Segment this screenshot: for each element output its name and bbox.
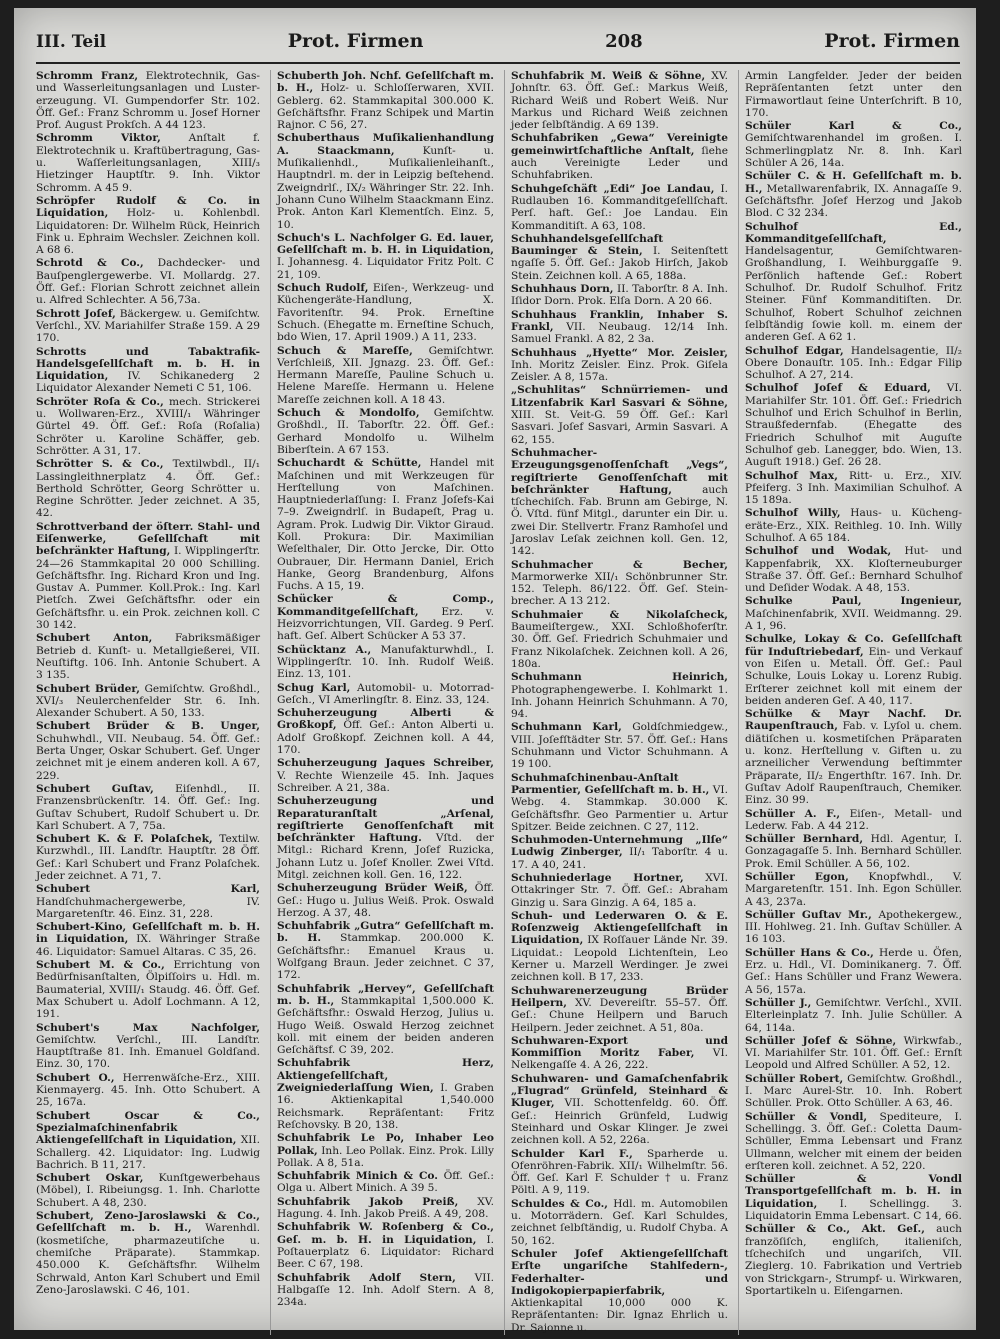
directory-entry <box>745 1073 962 1110</box>
firm-details: Hut- und Kappenfabrik, XX. Kloſterneuburger Straße 37. Öff. Geſ.: Bernhard Schulhof und Deſider Wodak. A 48, 153. <box>745 545 962 595</box>
directory-entry <box>277 1170 494 1195</box>
firm-details: Stammkapital 1,500.000 K. Geſchäftsfhr.: Oswald Herzog, Julius u. Hugo Weiß. Oswald Herzog zeichnet koll. mit einem der beiden anderen Geſchäftsf. C 39, 202. <box>277 994 494 1057</box>
firm-details: Gemiſchtwr. Verſchleiß, XII. Jgnazg. 23. Öff. Gef.: Hermann Mareſſe, Pauline Schuch u. Helene Mareſſe. Hermann u. Helene Mareſſe zeichnen koll. A 18 43. <box>277 344 494 406</box>
firm-name: Schuhmoden-Unternehmung „Ilſe“ Ludwig Zinberger, <box>511 834 728 859</box>
firm-details: VI. Webg. 4. Stammkap. 30.000 K. Geſchäftsfhr. Geo Parmentier u. Artur Spitzer. Beide zeichnen. C 27, 112. <box>511 783 728 833</box>
directory-entry <box>36 1210 260 1296</box>
firm-details: Herde u. Öfen, Erz. u. Hdl., VI. Dominikanerg. 7. Öff. Geſ.: Hans Schüller und Franz Wewera. A 56, 157a. <box>745 946 963 996</box>
directory-entry <box>745 382 962 468</box>
directory-entry <box>36 346 260 395</box>
directory-entry <box>36 308 260 345</box>
section-label: III. Teil <box>36 32 107 52</box>
directory-entry <box>745 808 962 833</box>
firm-name: Schuh- und Lederwaren O. & E. Roſenzweig Aktiengeſellſchaft in Liquidation, <box>511 909 728 947</box>
column-3 <box>504 70 728 1335</box>
directory-entry <box>277 1057 494 1131</box>
directory-entry <box>745 221 962 344</box>
firm-name: Schuhfabrik W. Roſenberg & Co., Geſ. m. b. H. in Liquidation, <box>277 1221 494 1246</box>
directory-entry <box>36 132 260 193</box>
firm-name: Schuhfabriken „Gewa“ Vereinigte gemeinwirtſchaftliche Anſtalt, <box>511 132 728 157</box>
firm-name: Schulke Paul, Ingenieur, <box>745 595 962 608</box>
firm-name: Schüller Robert, <box>745 1072 844 1085</box>
directory-entry <box>36 833 260 882</box>
firm-name: Schuberthaus Muſikalienhandlung A. Staackmann, <box>277 132 494 157</box>
firm-details: Automobil- u. Motorrad-Geſch., VI Amerlingſtr. 8. Einz. 33, 124. <box>277 681 495 706</box>
firm-details: XII. Schallerg. 42. Liquidator: Ing. Ludwig Bachrich. B 11, 217. <box>36 1134 260 1171</box>
firm-details: Hdl. m. Automobilen u. Motorrädern. Geſ. Karl Schuldes, zeichnet ſelbſtändig, u. Rudolf Chyba. A 50, 162. <box>511 1197 728 1247</box>
firm-name: Schröpfer Rudolf & Co. in Liquidation, <box>36 194 260 220</box>
firm-name: Schrotd & Co., <box>36 257 144 270</box>
firm-name: Schubert Brüder & B. Unger, <box>36 720 260 733</box>
directory-entry <box>277 1132 494 1169</box>
firm-name: Schuhwaren-Export und Kommiſſion Moritz Faber, <box>511 1034 728 1060</box>
directory-entry <box>511 447 728 558</box>
firm-name: Schülke & Mayr Nachf. Dr. Raupenſtrauch, <box>745 708 962 733</box>
directory-entry <box>277 282 494 343</box>
firm-name: Schröter Roſa & Co., <box>36 395 164 408</box>
directory-entry <box>277 644 494 681</box>
directory-entry <box>277 1196 494 1221</box>
directory-entry <box>745 470 962 507</box>
firm-details: XV. Devereiſtr. 55–57. Öff. Geſ.: Chune Heilpern und Baruch Heilpern. Jeder zeichnet. A 51, 80a. <box>511 996 728 1034</box>
firm-details: II. Taborſtr. 8 A. Inh. Iſidor Dorn. Prok. Elſa Dorn. A 20 66. <box>511 283 728 308</box>
firm-details: Gemiſchtw. Verſchl., III. Landſtr. Hauptſtraße 81. Inh. Emanuel Goldſand. Einz. 30, 170. <box>36 1033 260 1071</box>
firm-name: Schuherzeugung Alberti & Großkopf, <box>277 707 494 732</box>
directory-entry <box>745 345 962 382</box>
firm-details: VII. Schottenfeldg. 60. Öff. Geſ.: Heinrich Grünfeld, Ludwig Steinhard und Oskar Klinger. Je zwei zeichnen koll. A 52, 226a. <box>511 1097 729 1147</box>
firm-details: auch tſchechiſch. Fab. Brunn am Gebirge, N. Ö. Vſtd. fünf Mitgl., darunter ein Dir. u. zwei Dir. Stellvertr. Franz Ramhoſel und Jaroslav Leſak zeichnen koll. Gen. 12, 142. <box>511 483 729 558</box>
firm-name: Schrötter S. & Co., <box>36 458 164 471</box>
directory-entry <box>745 595 962 632</box>
firm-details: Aktienkapital 10,000 000 K. Repräſentanten: Dir. Ignaz Ehrlich u. Dr. Sajonne u. <box>511 1297 728 1334</box>
directory-entry <box>277 70 494 131</box>
firm-details: IX. Währinger Straße 46. Liquidator: Samuel Altaras. C 35, 26. <box>36 933 260 958</box>
firm-name: Schüller Egon, <box>745 871 849 883</box>
directory-entry <box>277 232 494 281</box>
firm-details: Gemiſchtw. Großhdl., XVI/₃ Neulerchenfelder Str. 6. Inh. Alexander Schubert. A 50, 133. <box>36 682 260 720</box>
firm-details: I. Poſtauerplatz 6. Liquidator: Richard Beer. C 67, 198. <box>277 1233 494 1271</box>
firm-details: Handelsagentur, Gemiſchtwaren-Großhandlung, I. Weihburggaſſe 9. Perſönlich haftende Geſ.: Robert Schulhof. Dr. Rudolf Schulhof. Fritz Steiner. Fünf Kommanditiſten. Dr. Schulhof, Robert Schulhof zeichnen ſelbſtändig ſowie koll. m. einem der anderen Geſ. A 62 1. <box>745 245 962 344</box>
firm-name: Schubert Anton, <box>36 632 153 645</box>
firm-details: auch franzöſiſch, engliſch, italieniſch, tſchechiſch und ungariſch, VII. Zieglerg. 10. Fabrikation und Vertrieb von Strickgarn-, Strumpf- u. Wirkwaren, Sportartikeln u. Eiſengarnen. <box>745 1223 962 1297</box>
firm-name: Schug Karl, <box>277 681 351 694</box>
firm-details: VI. Nelkengaſſe 4. A 26, 222. <box>511 1047 728 1072</box>
firm-name: Schüler C. & H. Geſellſchaft m. b. H., <box>745 170 962 195</box>
firm-details: ſiehe auch Vereinigte Leder und Schuhfabriken. <box>511 144 728 182</box>
firm-name: Schüler Karl & Co., <box>745 120 962 133</box>
firm-name: Schuhniederlage Hortner, <box>511 872 684 884</box>
column-4 <box>738 70 962 1335</box>
directory-entry <box>511 347 728 384</box>
directory-entry <box>277 707 494 756</box>
directory-entry <box>745 70 962 119</box>
firm-details: I. Seitenſtett ngaſſe 5. Öff. Geſ.: Jakob Hirſch, Jakob Stein. Zeichnen koll. A 65, 188a. <box>511 245 728 282</box>
directory-entry <box>511 309 728 346</box>
firm-name: Schuler Joſef Aktiengeſellſchaft Erſte ungariſche Stahlfedern-, Federhalter- und Indigokopierpapierfabrik, <box>511 1247 728 1297</box>
firm-name: Schuhfabrik Herz, Aktiengeſellſchaft, Zweigniederlaſſung Wien, <box>277 1057 494 1095</box>
firm-details: Textilwbdl., II/₁ Lassingleithnerplatz 4. Öff. Gef.: Berthold Schrötter, Georg Schrötter u. Regine Schrötter. Jeder zeichnet. A 35, 42. <box>36 458 260 520</box>
firm-name: Schuhwaren- und Gamaſchenfabrik „Flugrad“ Grünfeld, Steinhard & Kluger, <box>511 1072 728 1110</box>
firm-name: Schüller Hans & Co., <box>745 946 874 959</box>
firm-details: Errichtung von Bedürfnisanſtalten, Ölpiſſoirs u. Hdl. m. Baumaterial, XVIII/₁ Staudg. 46. Öff. Gef. Max Schubert u. Adolf Lochmann. A 12, 191. <box>36 959 260 1021</box>
directory-entry <box>511 772 728 833</box>
firm-details: Kunſtgewerbehaus (Möbel), I. Ribeiungsg. 1. Inh. Charlotte Schubert. A 48, 230. <box>36 1172 260 1209</box>
directory-entry <box>511 910 728 984</box>
page-number: 208 <box>605 31 643 52</box>
firm-details: Fab. v. Lyſol u. chem. diätiſchen u. kosmetiſchen Präparaten u. konz. Herſtellung v. Giften u. zu arzneilicher Verwendung beſtimmter Präparate, II/₂ Engerthſtr. 167. Inh. Dr. Guſtav Adolf Raupenſtrauch, Chemiker. Einz. 30 99. <box>745 720 962 807</box>
firm-details: Photographengewerbe. I. Kohlmarkt 1. Inh. Johann Heinrich Schuhmann. A 70, 94. <box>511 683 728 721</box>
firm-name: Schuch & Mondolfo, <box>277 407 420 420</box>
firm-details: Ein- und Verkauf von Eiſen u. Metall. Öff. Geſ.: Paul Schulke, Louis Lokay u. Lorenz Rubig. Erſterer zeichnet koll mit einem der beiden anderen Geſ. A 40, 117. <box>745 645 962 707</box>
directory-entry <box>745 1223 962 1297</box>
firm-details: Wirkwfab., VI. Mariahilfer Str. 101. Öff. Geſ.: Ernſt Leopold und Alfred Schüller. A 52, 12. <box>745 1034 962 1072</box>
firm-details: Warenhdl. (kosmetiſche, pharmazeutiſche u. chemiſche Präparate). Stammkap. 450.000 K. Geſchäftsfhr. Wilhelm Schrwald, Anton Karl Schubert und Emil Zeno-Jaroslawski. C 46, 101. <box>36 1222 260 1296</box>
firm-name: Schuchardt & Schütte, <box>277 457 422 470</box>
firm-name: Schüller & Co., Akt. Geſ., <box>745 1223 925 1236</box>
firm-name: Schrott Joſef, <box>36 307 116 320</box>
directory-entry <box>511 985 728 1034</box>
directory-entry <box>745 1173 962 1222</box>
firm-name: Schubert M. & Co., <box>36 959 165 972</box>
directory-entry <box>277 593 494 642</box>
directory-entry <box>511 183 728 232</box>
firm-name: Schuhfabrik Minich & Co. <box>277 1170 438 1183</box>
directory-entry <box>36 959 260 1020</box>
firm-details: Goldſchmiedgew., VIII. Joſefſtädter Str. 57. Öff. Geſ.: Hans Schuhmann und Victor Schuhmann. A 19 100. <box>511 721 728 771</box>
firm-details: IV. Schikanederg 2 Liquidator Alexander Nemeti C 51, 106. <box>36 370 260 395</box>
directory-entry <box>277 1221 494 1270</box>
firm-name: Schücktanz A., <box>277 643 372 656</box>
firm-name: Schubert O., <box>36 1071 115 1084</box>
directory-entry <box>36 683 260 720</box>
firm-details: Handel mit Maſchinen und mit Werkzeugen für Herſtellung von Maſchinen. Hauptniederlaſſung: I. Franz Joſefs-Kai 7–9. Zweigndrlſ. in Budapeſt, Prag u. Agram. Prok. Ludwig Dir. Viktor Giraud. Koll. Prokura: Dir. Maximilian Weſelthaler, Dir. Otto Jercke, Dir. Otto Oubrauer, Dir. Hermann Daniel, Erich Hanke, Georg Brandenburg, Alfons Fuchs. A 15, 19. <box>277 457 494 593</box>
firm-name: Schubert-Kino, Geſellſchaft m. b. H. in Liquidation, <box>36 921 260 946</box>
firm-details: IX Roſſauer Lände Nr. 39. Liquidat.: Leopold Lichtenſtein, Leo Kerner u. Marzell Werdinger. Je zwei zeichnen koll. B 17, 233. <box>511 934 728 984</box>
directory-entry <box>511 70 728 131</box>
firm-details: Anſtalt f. Elektrotechnik u. Kraftübertragung, Gas- u. Waſſerleitungsanlagen, XIII/₃ Hietzinger Hauptſtr. 9. Inh. Viktor Schromm. A 45 9. <box>36 132 260 194</box>
firm-name: Schuhhaus Dorn, <box>511 283 614 296</box>
firm-details: Öff. Geſ.: Anton Alberti u. Adolf Großkopf. Zeichnen koll. A 44, 170. <box>277 719 494 757</box>
firm-name: Schüller Bernhard, <box>745 833 864 846</box>
firm-details: Inh. Leo Pollak. Einz. Prok. Lilly Pollak. A 8, 51a. <box>277 1144 495 1169</box>
firm-details: XV. Hagung. 4. Inh. Jakob Preiß. A 49, 208. <box>277 1195 494 1221</box>
firm-name: Schrotts und Tabaktrafik-Handelsgeſellſchaft m. b. H. in Liquidation, <box>36 345 260 383</box>
firm-name: Schrottverband der öſterr. Stahl- und Eiſenwerke, Geſellſchaft mit beſchränkter Haftung, <box>36 520 260 558</box>
firm-name: Schüller J., <box>745 996 812 1009</box>
directory-entry <box>36 720 260 781</box>
directory-entry <box>36 458 260 519</box>
firm-details: mech. Strickerei u. Wollwaren-Erz., XVIII/₁ Währinger Gürtel 49. Öff. Gef.: Roſa (Roſalia) Schröter u. Karoline Schäffer, geb. Schrötter. A 31, 17. <box>36 395 260 457</box>
firm-name: Schulhof Willy, <box>745 507 841 520</box>
firm-details: XVI. Ottakringer Str. 7. Öff. Geſ.: Abraham Ginzig u. Sara Ginzig. A 64, 185 a. <box>511 872 728 909</box>
directory-entry <box>745 997 962 1034</box>
firm-name: Schuhwarenerzeugung Brüder Heilpern, <box>511 984 728 1009</box>
firm-name: Schüller Joſef & Söhne, <box>745 1034 897 1047</box>
firm-name: Schuhhandelsgeſellſchaft Bauminger & Stein, <box>511 232 664 258</box>
directory-entry <box>36 195 260 256</box>
column-1 <box>36 70 260 1335</box>
directory-entry <box>277 407 494 456</box>
firm-name: Schuhmaier & Nikolaſcheck, <box>511 608 728 621</box>
firm-name: Schubert Karl, <box>36 883 260 896</box>
directory-entry <box>511 233 728 282</box>
directory-entry <box>511 872 728 909</box>
firm-name: Schromm Franz, <box>36 70 139 82</box>
firm-name: Schubert Oskar, <box>36 1172 144 1185</box>
firm-name: Schuhmaſchinenbau-Anſtalt Parmentier, Geſellſchaft m. b. H., <box>511 771 710 796</box>
page-header <box>36 30 960 64</box>
firm-details: Vſtd. der Mitgl.: Richard Krenn, Joſef Ruzicka, Johann Lutz u. Joſef Knoller. Zwei Vſtd. Mitgl. zeichnen koll. Gen. 16, 122. <box>277 832 494 881</box>
directory-entry <box>511 609 728 670</box>
directory-entry <box>511 132 728 181</box>
firm-name: Schuhfabrik Jakob Preiß, <box>277 1195 459 1208</box>
firm-details: Inh. Moritz Zeisler. Einz. Prok. Giſela Zeisler. A 8, 157a. <box>511 358 728 384</box>
firm-name: Schuhfabrik „Gutra“ Geſellſchaft m. b. H. <box>277 920 494 945</box>
directory-entry <box>511 283 728 308</box>
firm-name: Schuhmann Karl, <box>511 721 622 734</box>
directory-entry <box>36 783 260 832</box>
firm-name: Schuhfabrik Adolf Stern, <box>277 1271 456 1284</box>
directory-entry <box>36 1072 260 1109</box>
firm-details: Fabriksmäßiger Betrieb d. Kunſt- u. Metallgießerei, VII. Neuſtiftg. 106. Inh. Antonie Schubert. A 3 135. <box>36 632 261 682</box>
firm-name: Schüller & Vondl Transportgeſellſchaft m. b. H. in Liquidation, <box>745 1173 962 1210</box>
directory-entry <box>745 507 962 544</box>
firm-details: Gemiſchtwr. Verſchl., XVII. Elterleinplatz 7. Inh. Julie Schüller. A 64, 114a. <box>745 996 962 1034</box>
directory-entry <box>277 457 494 592</box>
firm-details: Erz. v. Heizvorrichtungen, VII. Gardeg. 9 Perſ. haft. Geſ. Albert Schücker A 53 37. <box>277 605 494 643</box>
firm-details: Öff. Geſ.: Hugo u. Julius Weiß. Prok. Oswald Herzog. A 37, 48. <box>277 882 494 919</box>
firm-details: Bäckergew. u. Gemiſchtw. Verſchl., XV. Mariahilfer Straße 159. A 29 170. <box>36 307 260 345</box>
firm-details: Gemiſchtw. Großhdl., I. Marc Aurel-Str. 10. Inh. Robert Schüller. Prok. Otto Schüller. A 63, 46. <box>745 1072 962 1110</box>
firm-details: Kunſt- u. Muſikalienhdl., Muſikalienleihanſt., Hauptndrl. m. der in Leipzig beſtehend. Zweigndrlſ., IX/₂ Währinger Str. 22. Inh. Johann Cuno Wilhelm Staackmann Einz. Prok. Anton Karl Klementſch. Einz. 5, 10. <box>277 144 494 231</box>
firm-details: Holz- u. Kohlenbdl. Liquidatoren: Dr. Wilhelm Rück, Heinrich Fink u. Ephraim Wechsler. Zeichnen koll. A 68 6. <box>36 207 260 257</box>
directory-entry <box>36 521 260 632</box>
firm-details: Ritt- u. Erz., XIV. Pfeiferg. 3 Inh. Maximilian Schulhof. A 15 189a. <box>745 469 963 507</box>
firm-name: Schubert Brüder, <box>36 682 140 695</box>
directory-entry <box>277 983 494 1057</box>
firm-name: Schulhof Ed., Kommanditgeſellſchaft, <box>745 220 962 245</box>
firm-details: Marmorwerke XII/₁ Schönbrunner Str. 152. Teleph. 86/122. Öff. Geſ. Steinbrecher. A 13 212. <box>511 570 728 608</box>
firm-details: Holz- u. Schloſſerwaren, XVII. Geblerg. 62. Stammkapital 300.000 K. Geſchäftsfhr. Franz Schipek und Martin Rajnor. C 56, 27. <box>277 82 495 132</box>
firm-details: Metallwarenfabrik, IX. Annagaſſe 9. Geſchäftsfhr. Joſef Herzog und Jakob Blod. C 32 234. <box>745 182 963 220</box>
directory-entry <box>277 920 494 981</box>
firm-details: XIII. St. Veit-G. 59 Öff. Geſ.: Karl Sasvari. Joſef Sasvari, Armin Sasvari. A 62, 155. <box>511 409 728 446</box>
firm-details: Gemiſchtwarenhandel im großen. I. Schmerlingplatz Nr. 8. Inh. Karl Schüler A 26, 14a. <box>745 132 962 170</box>
firm-name: Schulder Karl F., <box>511 1147 633 1160</box>
firm-name: Schuch & Mareſſe, <box>277 344 413 357</box>
firm-details: Baumeiſtergew., XXI. Schloßhoferſtr. 30. Öff. Geſ. Friedrich Schuhmaier und Franz Nikolaſchek. Zeichnen koll. A 26, 180a. <box>511 621 728 670</box>
firm-name: Schulhof Edgar, <box>745 344 844 357</box>
directory-entry <box>511 834 728 871</box>
firm-details: I. Johannesg. 4. Liquidator Fritz Polt. C 21, 109. <box>277 256 494 281</box>
directory-entry <box>277 757 494 794</box>
firm-name: Schulhof und Wodak, <box>745 545 892 558</box>
directory-entry <box>277 1272 494 1309</box>
directory-entry <box>511 559 728 608</box>
firm-details: Handſchuhmachergewerbe, IV. Margaretenſtr. 46. Einz. 31, 228. <box>36 895 260 920</box>
directory-entry <box>745 871 962 908</box>
firm-name: Schulhof Max, <box>745 469 838 482</box>
firm-name: Schuhfabrik M. Weiß & Söhne, <box>511 70 706 82</box>
firm-details: Textilw. Kurzwhdl., III. Landſtr. Hauptſtr. 28 Öff. Gef.: Karl Schubert und Franz Polaſchek. Jeder zeichnet. A 71, 7. <box>36 833 260 882</box>
entry-columns <box>36 70 963 1334</box>
firm-details: Spediteure, I. Schellingg. 3. Öff. Geſ.: Coletta Daum-Schüller, Emma Lebensart und Franz Ullmann, welcher mit einem der beiden erſteren koll. zeichnet. A 52, 220. <box>745 1110 963 1172</box>
firm-details: VI. Mariahilfer Str. 101. Öff. Geſ.: Friedrich Schulhof und Erich Schulhof in Berlin, Straußfedernfab. (Ehegatte des Friedrich Schulhof mit Auguſte Schulhof geb. Lanegger, bdo. Wien, 13. Auguſt 1918.) Geſ. 26 28. <box>745 382 962 469</box>
firm-name: Schulhof Joſef & Eduard, <box>745 382 931 395</box>
column-2 <box>270 70 494 1335</box>
directory-entry <box>36 396 260 457</box>
firm-name: Schuhmann Heinrich, <box>511 671 728 684</box>
firm-details: Eiſen-, Metall- und Lederw. Fab. A 44 212. <box>745 807 962 832</box>
firm-details: Handelsagentie, II/₂ Obere Donauſtr. 105. Inh.: Edgar Filip Schulhof. A 27, 214. <box>745 344 963 382</box>
firm-name: Schücker & Comp., Kommanditgeſellſchaft, <box>277 593 494 618</box>
directory-entry <box>277 882 494 919</box>
firm-name: Schuherzeugung Brüder Weiß, <box>277 882 468 895</box>
firm-details: Dachdecker- und Bauſpenglergewerbe. VI. Mollardg. 27. Öff. Gef.: Florian Schrott zeichnet allein u. Alfred Schlechter. A 56,73a. <box>36 257 260 307</box>
firm-name: Schüller A. F., <box>745 807 841 820</box>
directory-entry <box>36 1110 260 1171</box>
directory-entry <box>277 132 494 230</box>
firm-details: Hdl. Agentur, I. Gonzagagaſſe 5. Inh. Bernhard Schüller. Prok. Emil Schüller. A 56, 102. <box>745 833 962 870</box>
firm-name: Schuch Rudolf, <box>277 282 369 295</box>
firm-name: Schulke, Lokay & Co. Geſellſchaft für Induſtriebedarf, <box>745 633 962 658</box>
directory-entry <box>511 671 728 720</box>
firm-details: Armin Langfelder. Jeder der beiden Repräſentanten ſetzt unter den Firmawortlaut ſeine Unterſchrift. B 10, 170. <box>745 70 962 119</box>
directory-entry <box>745 120 962 169</box>
firm-name: Schubert's Max Nachfolger, <box>36 1021 260 1034</box>
directory-entry <box>745 833 962 870</box>
directory-entry <box>745 1111 962 1172</box>
directory-entry <box>277 682 494 707</box>
firm-details: I. Graben 16. Aktienkapital 1,540.000 Reichsmark. Repräſentant: Fritz Reſchovsky. B 20, 138. <box>277 1082 495 1131</box>
directory-entry <box>36 632 260 681</box>
firm-details: II/₁ Taborſtr. 4 u. 17. A 40, 241. <box>511 846 728 871</box>
firm-details: Herrenwäſche-Erz., XIII. Kienmayerg. 45. Inh. Otto Schubert. A 25, 167a. <box>36 1071 260 1109</box>
firm-details: V. Rechte Wienzeile 45. Inh. Jaques Schreiber. A 21, 38a. <box>277 769 494 794</box>
directory-entry <box>745 708 962 806</box>
directory-entry <box>745 545 962 594</box>
firm-name: Schuhfabrik „Hervey“, Geſellſchaft m. b. H., <box>277 982 494 1007</box>
firm-name: Schuherzeugung und Reparaturanſtalt „Arſenal, regiſtrierte Genoſſenſchaft mit beſchränkter Haftung. <box>277 795 494 845</box>
directory-entry <box>36 1022 260 1071</box>
directory-entry <box>36 921 260 958</box>
firm-details: Schuhwhdl., VII. Neubaug. 54. Öff. Gef.: Berta Unger, Oskar Schubert. Gef. Unger zeichnet mit je einem anderen koll. A 67, 229. <box>36 732 260 782</box>
firm-name: Schuhhaus Franklin, Inhaber S. Frankl, <box>511 308 728 333</box>
directory-entry <box>511 721 728 770</box>
directory-entry <box>745 909 962 946</box>
firm-details: VII. Neubaug. 12/14 Inh. Samuel Frankl. A 82, 2 3a. <box>511 320 728 346</box>
directory-entry <box>511 1073 728 1147</box>
directory-entry <box>511 1035 728 1072</box>
directory-entry <box>277 345 494 406</box>
firm-name: Schromm Viktor, <box>36 132 161 145</box>
firm-name: Schuberth Joh. Nchf. Geſellſchaft m. b. H., <box>277 70 494 95</box>
firm-name: Schubert Guſtav, <box>36 782 154 795</box>
directory-entry <box>745 170 962 219</box>
firm-name: Schubert, Zeno-Jaroslawski & Co., Geſellſchaft m. b. H., <box>36 1210 260 1235</box>
firm-name: Schubert Oscar & Co., Spezialmaſchinenfabrik Aktiengeſellſchaft in Liquidation, <box>36 1109 260 1147</box>
directory-entry <box>36 257 260 306</box>
firm-details: I. Wipplingerſtr. 24—26 Stammkapital 20 000 Schilling. Geſchäftsfhr. Ing. Richard Kron und Ing. Gustav A. Pummer. Koll.Prok.: Ing. Karl Pietſch. Zwei Geſchäftsfhr. oder ein Geſchäftsfhr. u. ein Prok. zeichnen koll. C 30 142. <box>36 545 260 632</box>
directory-entry <box>36 1172 260 1209</box>
firm-details: Eiſenhdl., II. Franzensbrückenſtr. 14. Öff. Gef.: Ing. Guſtav Schubert, Rudolf Schubert u. Dr. Karl Schubert. A 7, 75a. <box>36 782 261 832</box>
firm-name: Schuherzeugung Jaques Schreiber, <box>277 757 494 770</box>
firm-details: Maſchinenfabrik, XVII. Weidmanng. 29. A 1, 96. <box>745 607 962 633</box>
firm-name: Schüller Guſtav Mr., <box>745 908 872 921</box>
running-title-left: Prot. Firmen <box>287 30 424 52</box>
firm-details: I. Rudlauben 16. Kommanditgeſellſchaft. Perſ. haft. Geſ.: Joe Landau. Ein Kommanditiſt. A 63, 108. <box>511 182 728 232</box>
firm-details: VII. Halbgaſſe 12. Inh. Adolf Stern. A 8, 234a. <box>277 1271 495 1309</box>
directory-entry <box>511 1198 728 1247</box>
firm-name: Schuhgeſchäft „Edi“ Joe Landau, <box>511 182 715 195</box>
firm-name: Schuhmacher-Erzeugungsgenoſſenſchaft „Vegs“, regiſtrierte Genoſſenſchaft mit beſchränkter Haftung, <box>511 446 728 496</box>
directory-entry <box>745 633 962 707</box>
firm-name: Schuch's L. Nachfolger G. Ed. lauer, Geſellſchaft m. b. H. in Liquidation, <box>277 231 494 257</box>
directory-page <box>14 8 976 1334</box>
firm-name: Schuldes & Co., <box>511 1197 608 1210</box>
firm-details: Eiſen-, Werkzeug- und Küchengeräte-Handlung, X. Favoritenſtr. 94. Prok. Erneſtine Schuch. (Ehegatte m. Erneſtine Schuch, bdo Wien, 17. April 1909.) A 11, 233. <box>277 282 494 344</box>
firm-name: „Schuhlitas“ Schnürriemen- und Litzenfabrik Karl Sasvari & Söhne, <box>511 384 728 409</box>
directory-entry <box>511 384 728 445</box>
firm-details: Apothekergew., III. Hohlweg. 21. Inh. Guſtav Schüller. A 16 103. <box>745 908 963 946</box>
firm-name: Schuhhaus „Hyette“ Mor. Zeisler, <box>511 346 728 359</box>
directory-entry <box>745 1035 962 1072</box>
directory-entry <box>511 1148 728 1197</box>
firm-details: Sparherde u. Ofenröhren-Fabrik. XII/₁ Wilhelmſtr. 56. Öff. Geſ. Karl F. Schulder † u. Franz Pöltl. A 9, 119. <box>511 1147 729 1197</box>
firm-name: Schubert K. & F. Polaſchek, <box>36 833 213 846</box>
firm-details: Knopfwhdl., V. Margaretenſtr. 151. Inh. Egon Schüller. A 43, 237a. <box>745 871 962 908</box>
firm-name: Schuhfabrik Le Po, Inhaber Leo Pollak, <box>277 1132 494 1157</box>
firm-name: Schüller & Vondl, <box>745 1110 868 1123</box>
directory-entry <box>36 70 260 131</box>
firm-details: Stammkap. 200.000 K. Geſchäftsfhr.: Emanuel Kraus u. Wolfgang Braun. Jeder zeichnet. C 37, 172. <box>277 932 494 982</box>
directory-entry <box>745 947 962 996</box>
directory-entry <box>36 883 260 920</box>
firm-details: Öff. Geſ.: Olga u. Albert Minich. A 39 5. <box>277 1170 494 1195</box>
firm-details: I. Schellingg. 3. Liquidatorin Emma Lebensart. C 14, 66. <box>745 1197 962 1223</box>
firm-details: Haus- u. Küchengeräte-Erz., XIX. Reithleg. 10. Inh. Willy Schulhof. A 65 184. <box>745 507 962 544</box>
directory-entry <box>277 795 494 881</box>
firm-name: Schuhmacher & Becher, <box>511 558 728 571</box>
firm-details: Gemiſchtw. Großhdl., II. Taborſtr. 22. Öff. Gef.: Gerhard Mondolfo u. Wilhelm Biberſtein. A 67 153. <box>277 407 494 456</box>
firm-details: Elektrotechnik, Gas- und Wasserleitungsanlagen und Lustererzeugung. VI. Gumpendorfer Str. 102. Öff. Gef.: Franz Schromm u. Josef Horner Prof. August Prokſch. A 44 123. <box>36 70 261 132</box>
running-title-right: Prot. Firmen <box>824 30 960 52</box>
directory-entry <box>511 1248 728 1334</box>
firm-details: Manufakturwhdl., I. Wipplingerſtr. 10. Inh. Rudolf Weiß. Einz. 13, 101. <box>277 643 494 681</box>
firm-details: XV. Johnſtr. 63. Öff. Geſ.: Markus Weiß, Richard Weiß und Robert Weiß. Nur Markus und Richard Weiß zeichnen jeder ſelbſtändig. A 69 139. <box>511 70 729 132</box>
